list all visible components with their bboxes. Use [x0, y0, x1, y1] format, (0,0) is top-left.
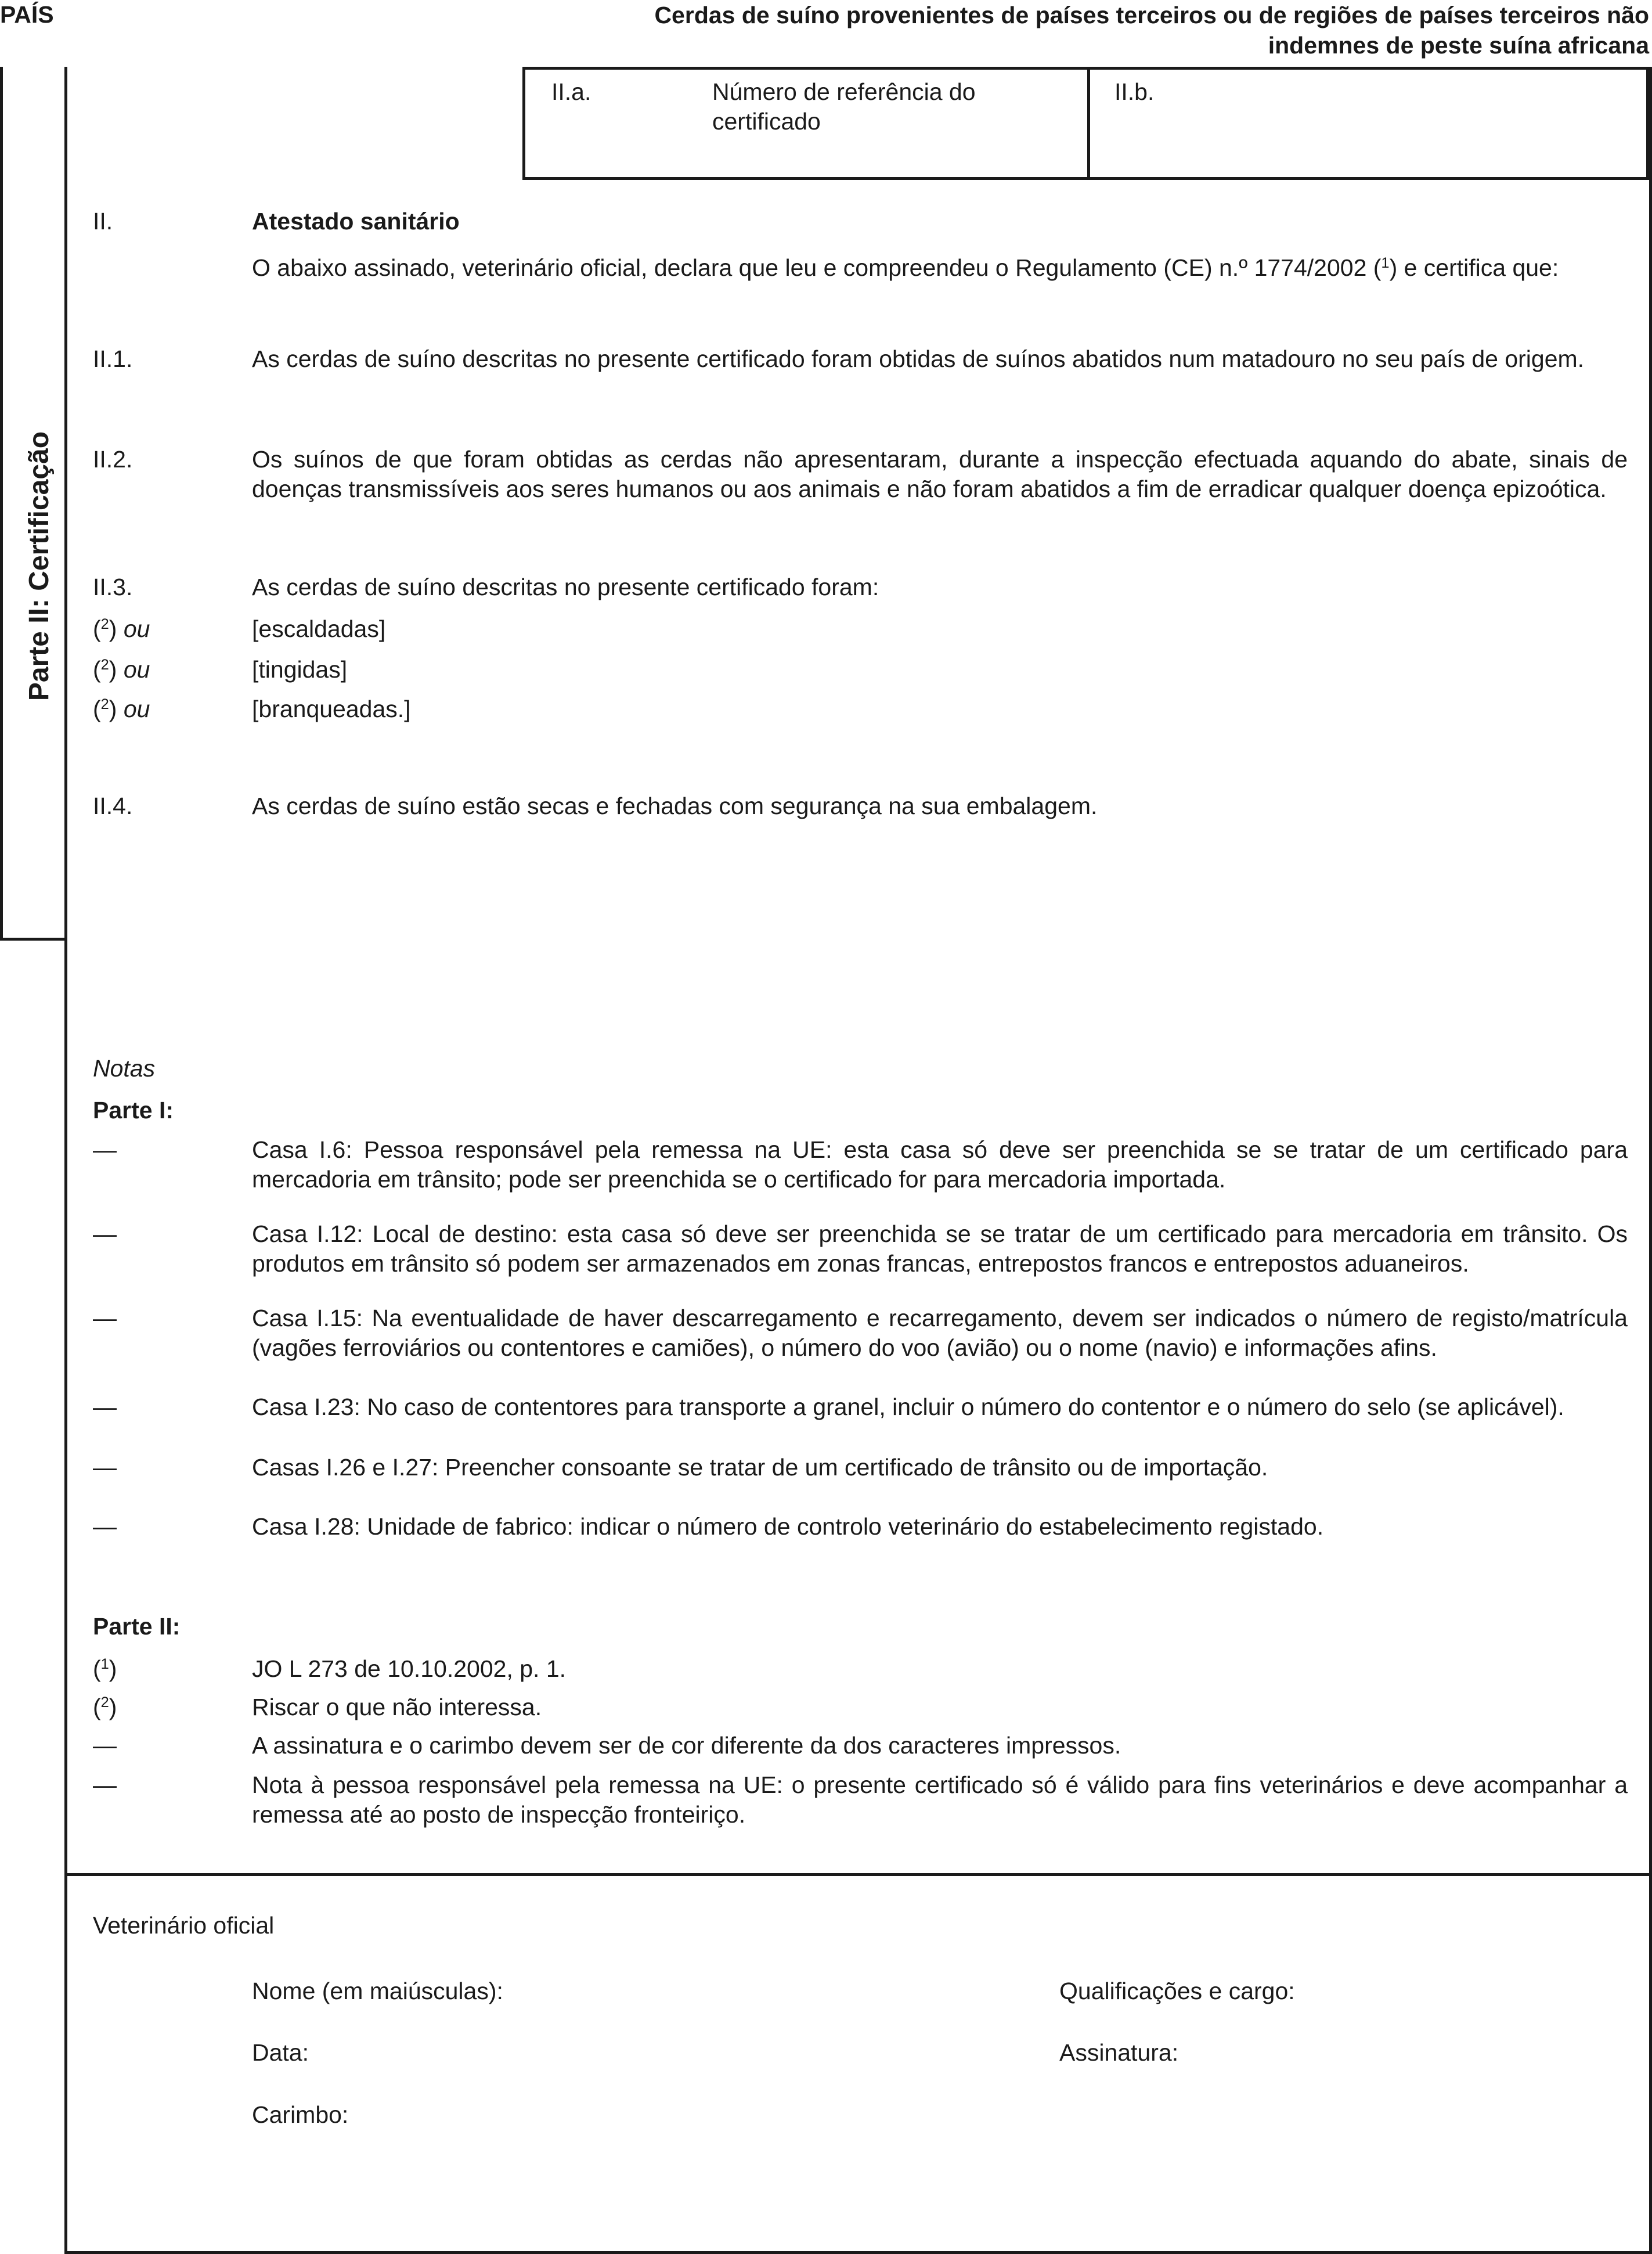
clause-text: As cerdas de suíno descritas no presente certificado foram:: [252, 574, 879, 600]
ref-b-code: II.b.: [1114, 78, 1155, 105]
name-label: Nome (em maiúsculas):: [252, 1978, 503, 2004]
note-dash: [93, 1770, 117, 1800]
option-text: [tingidas]: [252, 656, 348, 683]
option-text: [escaldadas]: [252, 615, 386, 642]
certificate-title: Cerdas de suíno provenientes de países terceiros ou de regiões de países terceiros não indemnes de peste suína africana: [654, 2, 1649, 59]
option-marker: ($^2$) ou: [93, 696, 150, 722]
clause-text: As cerdas de suíno descritas no presente certificado foram obtidas de suínos abatidos num matadouro no seu país de origem.: [252, 345, 1585, 372]
note-dash: [93, 1392, 117, 1422]
date-label: Data:: [252, 2039, 309, 2066]
clause-code: II.1.: [93, 345, 133, 372]
footnote-text: Riscar o que não interessa.: [252, 1694, 542, 1720]
note-dash: [93, 1512, 117, 1542]
note-dash: [93, 1304, 117, 1333]
note-item: Nota à pessoa responsável pela remessa na UE: o presente certificado só é válido para fins veterinários e deve acompanhar a remessa até ao posto de inspecção fronteiriço.: [252, 1771, 1628, 1828]
reference-box-divider: [1087, 70, 1090, 180]
notes-part1-title: Parte I:: [93, 1097, 174, 1124]
note-dash: [93, 1731, 117, 1760]
section-title: Atestado sanitário: [252, 208, 460, 235]
clause-text: Os suínos de que foram obtidas as cerdas não apresentaram, durante a inspecção efectuada aquando do abate, sinais de doenças transmissíveis aos seres humanos ou aos animais e não foram abatidos a fim de erradicar qualquer doença epizoótica.: [252, 446, 1628, 503]
note-item: Casas I.26 e I.27: Preencher consoante se tratar de um certificado de trânsito ou de importação.: [252, 1454, 1268, 1481]
note-dash: [93, 1453, 117, 1482]
note-item: Casa I.6: Pessoa responsável pela remessa na UE: esta casa só deve ser preenchida se se tratar de um certificado para mercadoria em trânsito; pode ser preenchida se o certificado for para mercadoria importada.: [252, 1136, 1628, 1193]
note-dash: [93, 1219, 117, 1249]
option-marker: ($^2$) ou: [93, 656, 150, 683]
notes-part2-title: Parte II:: [93, 1613, 181, 1640]
signature-title: Veterinário oficial: [93, 1912, 275, 1939]
note-item: Casa I.23: No caso de contentores para transporte a granel, incluir o número do contentor e o número do selo (se aplicável).: [252, 1394, 1564, 1420]
note-item: Casa I.28: Unidade de fabrico: indicar o número de controlo veterinário do estabelecimento registado.: [252, 1513, 1324, 1540]
section-intro: O abaixo assinado, veterinário oficial, declara que leu e compreendeu o Regulamento (CE) n.º 1774/2002 ($^1$) e certifica que:: [252, 254, 1559, 281]
note-item: Casa I.15: Na eventualidade de haver descarregamento e recarregamento, devem ser indicados o número de registo/matrícula (vagões ferroviários ou contentores e camiões), o número do voo (avião) ou o nome (navio) e informações afins.: [252, 1305, 1628, 1362]
note-item: Casa I.12: Local de destino: esta casa só deve ser preenchida se se tratar de um certificado para mercadoria em trânsito. Os produtos em trânsito só podem ser armazenados em zonas francas, entrepostos francos e entrepostos aduaneiros.: [252, 1220, 1628, 1277]
signature-divider: [64, 1873, 1652, 1876]
notes-title: Notas: [93, 1055, 156, 1082]
note-dash: [93, 1135, 117, 1165]
footnote-text: JO L 273 de 10.10.2002, p. 1.: [252, 1655, 567, 1682]
option-marker: ($^2$) ou: [93, 615, 150, 642]
clause-code: II.4.: [93, 793, 133, 819]
footnote-marker: ($^2$): [93, 1694, 117, 1720]
option-text: [branqueadas.]: [252, 696, 411, 722]
ref-a-code: II.a.: [551, 78, 591, 105]
country-label: PAÍS: [0, 1, 54, 28]
stamp-label: Carimbo:: [252, 2101, 349, 2128]
clause-code: II.3.: [93, 574, 133, 600]
footnote-marker: ($^1$): [93, 1655, 117, 1682]
note-item: A assinatura e o carimbo devem ser de cor diferente da dos caracteres impressos.: [252, 1732, 1121, 1759]
ref-a-label: Número de referência do certificado: [712, 78, 976, 135]
side-tab-label: Parte II: Certificação: [24, 431, 55, 701]
qualifications-label: Qualificações e cargo:: [1059, 1978, 1295, 2004]
clause-text: As cerdas de suíno estão secas e fechadas com segurança na sua embalagem.: [252, 793, 1098, 819]
side-tab: [0, 67, 67, 941]
clause-code: II.2.: [93, 446, 133, 473]
signature-label: Assinatura:: [1059, 2039, 1179, 2066]
reference-box: [522, 67, 1649, 180]
section-code: II.: [93, 208, 113, 235]
